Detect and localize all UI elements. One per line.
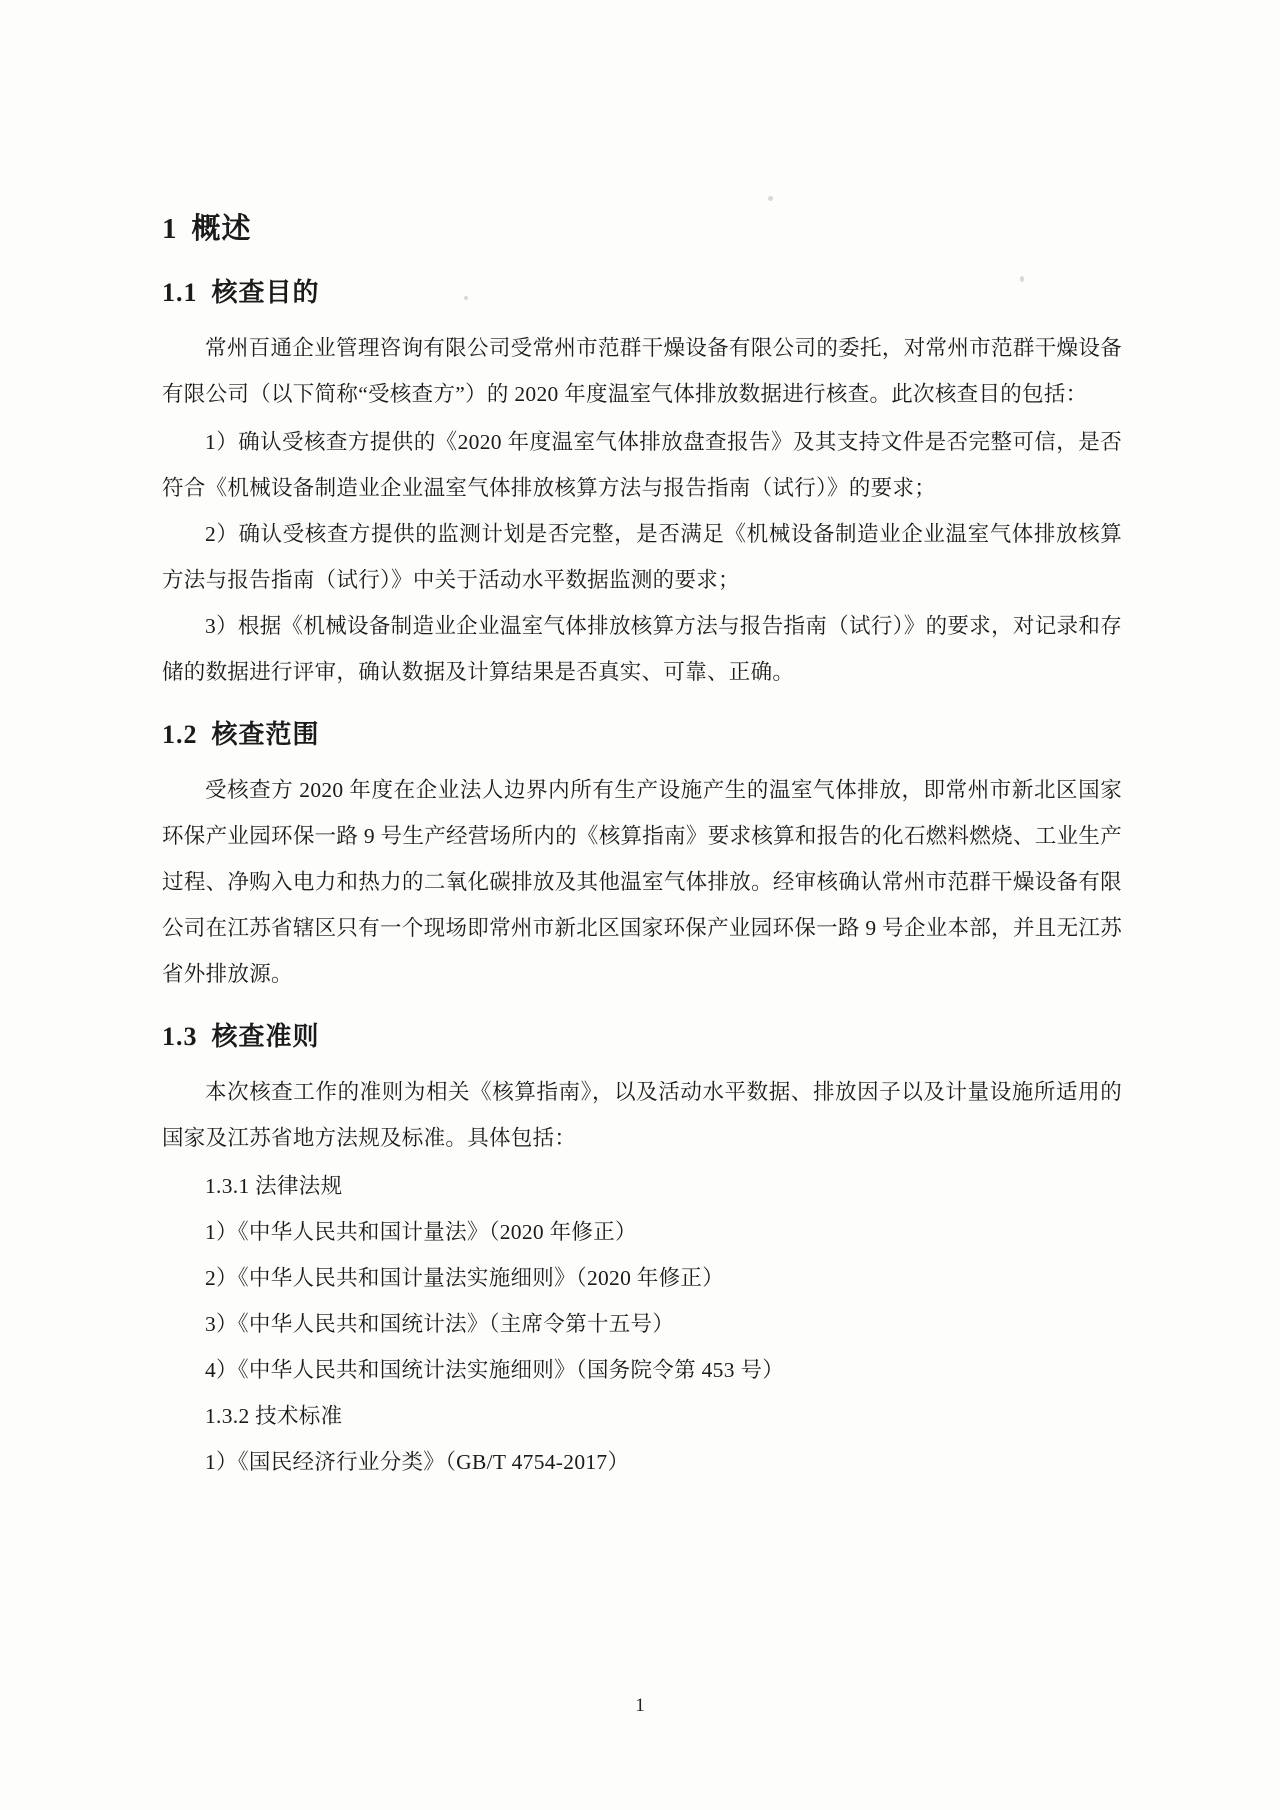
document-body xyxy=(162,210,1122,1485)
paragraph-purpose-item-2: 2）确认受核查方提供的监测计划是否完整，是否满足《机械设备制造业企业温室气体排放核算方法与报告指南（试行）》中关于活动水平数据监测的要求； xyxy=(162,521,1122,592)
list-item-law-2: 2）《中华人民共和国计量法实施细则》（2020 年修正） xyxy=(205,1265,725,1290)
heading-1-title: 概述 xyxy=(191,211,252,245)
heading-1-3-title: 核查准则 xyxy=(211,1021,320,1052)
scan-speck xyxy=(768,196,773,201)
paragraph-purpose-item-1: 1）确认受核查方提供的《2020 年度温室气体排放盘查报告》及其支持文件是否完整可信，是否符合《机械设备制造业企业温室气体排放核算方法与报告指南（试行）》的要求； xyxy=(162,429,1122,500)
page-number: 1 xyxy=(635,1695,645,1716)
list-item-law-3: 3）《中华人民共和国统计法》（主席令第十五号） xyxy=(205,1311,675,1336)
heading-1-1-purpose xyxy=(162,275,1122,311)
paragraph-criteria-body: 本次核查工作的准则为相关《核算指南》，以及活动水平数据、排放因子以及计量设施所适用的国家及江苏省地方法规及标准。具体包括： xyxy=(162,1079,1122,1150)
paragraph-purpose-item-3: 3）根据《机械设备制造业企业温室气体排放核算方法与报告指南（试行）》的要求，对记录和存储的数据进行评审，确认数据及计算结果是否真实、可靠、正确。 xyxy=(162,613,1122,684)
heading-1-3-criteria xyxy=(162,1019,1122,1055)
heading-1-overview xyxy=(162,210,1122,249)
list-item-standard-1: 1）《国民经济行业分类》（GB/T 4754-2017） xyxy=(205,1449,630,1474)
heading-1-2-title: 核查范围 xyxy=(211,719,320,750)
list-item-law-4: 4）《中华人民共和国统计法实施细则》（国务院令第 453 号） xyxy=(205,1357,785,1382)
list-item-law-1: 1）《中华人民共和国计量法》（2020 年修正） xyxy=(205,1219,637,1244)
heading-1-2-number: 1.2 xyxy=(162,719,198,749)
heading-1-2-scope xyxy=(162,717,1122,753)
heading-1-1-title: 核查目的 xyxy=(211,277,320,308)
heading-1-number: 1 xyxy=(162,213,178,245)
paragraph-purpose-intro: 常州百通企业管理咨询有限公司受常州市范群干燥设备有限公司的委托，对常州市范群干燥设备有限公司（以下简称“受核查方”）的 2020 年度温室气体排放数据进行核查。此次核查目的包括： xyxy=(162,335,1122,406)
heading-1-1-number: 1.1 xyxy=(162,277,198,307)
heading-1-3-2-standards: 1.3.2 技术标准 xyxy=(205,1403,343,1428)
heading-1-3-1-laws: 1.3.1 法律法规 xyxy=(205,1173,343,1198)
paragraph-scope-body: 受核查方 2020 年度在企业法人边界内所有生产设施产生的温室气体排放，即常州市新北区国家环保产业园环保一路 9 号生产经营场所内的《核算指南》要求核算和报告的化石燃料燃烧、工业生产过程、净购入电力和热力的二氧化碳排放及其他温室气体排放。经审核确认常州市范群干燥设备有限公司在江苏省辖区只有一个现场即常州市新北区国家环保产业园环保一路 9 号企业本部，并且无江苏省外排放源。 xyxy=(162,777,1122,986)
heading-1-3-number: 1.3 xyxy=(162,1021,198,1051)
